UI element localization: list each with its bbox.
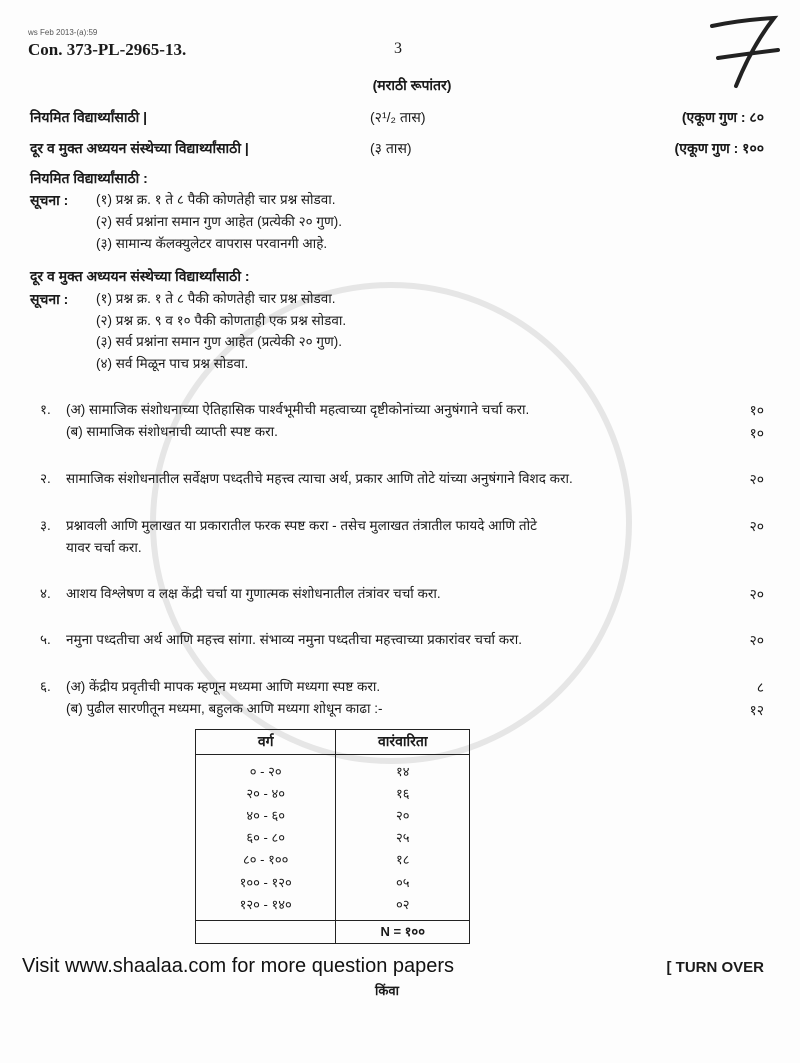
question-text: सामाजिक संशोधनातील सर्वेक्षण पध्दतीचे महत्त्व त्याचा अर्थ, प्रकार आणि तोटे यांच्या अनुषंगाने विशद करा. (66, 471, 573, 487)
instructions-label: सूचना : (30, 192, 69, 209)
table-row (196, 783, 470, 805)
question-text: यावर चर्चा करा. (66, 539, 142, 555)
question-marks: २० (749, 585, 764, 602)
regular-time: (२¹/₂ तास) (370, 108, 426, 125)
class-cell: ६० - ८० (196, 827, 336, 849)
question-marks: ८ (756, 678, 764, 695)
class-cell: ४० - ६० (196, 805, 336, 827)
question-3 (30, 517, 764, 561)
table-row (196, 872, 470, 894)
class-cell: ८० - १०० (196, 849, 336, 871)
empty-cell (196, 921, 336, 944)
total-cell: N = १०० (336, 921, 470, 944)
class-cell: २० - ४० (196, 783, 336, 805)
question-text: (अ) सामाजिक संशोधनाच्या ऐतिहासिक पार्श्वभूमीची महत्वाच्या दृष्टीकोनांच्या अनुषंगाने चर्चा करा. (66, 402, 530, 418)
question-number: १. (40, 402, 51, 418)
question-1 (30, 401, 764, 446)
column-header: वारंवारिता (336, 730, 470, 755)
distance-heading: दूर व मुक्त अध्ययन संस्थेच्या विद्यार्थ्यांसाठी : (30, 268, 250, 285)
total-row (196, 921, 470, 944)
instruction: (१) प्रश्न क्र. १ ते ८ पैकी कोणतेही चार प्रश्न सोडवा. (96, 192, 336, 208)
question-marks: २० (749, 471, 764, 488)
class-cell: १०० - १२० (196, 872, 336, 894)
instruction: (२) सर्व प्रश्नांना समान गुण आहेत (प्रत्येकी २० गुण). (96, 214, 343, 230)
paper-code: Con. 373-PL-2965-13. (28, 40, 187, 59)
question-marks: १२ (749, 701, 764, 718)
column-header: वर्ग (196, 730, 336, 755)
frequency-cell: २५ (336, 827, 470, 849)
question-6 (30, 678, 764, 723)
frequency-cell: ०५ (336, 872, 470, 894)
table-row (196, 849, 470, 871)
instruction: (१) प्रश्न क्र. १ ते ८ पैकी कोणतेही चार प्रश्न सोडवा. (96, 290, 336, 306)
question-text: (अ) केंद्रीय प्रवृतीची मापक म्हणून मध्यमा आणि मध्यगा स्पष्ट करा. (66, 678, 381, 694)
instruction: (३) सर्व प्रश्नांना समान गुण आहेत (प्रत्येकी २० गुण). (96, 334, 343, 350)
frequency-table (195, 729, 470, 944)
question-marks: २० (749, 632, 764, 649)
distance-meta-row (30, 139, 764, 159)
question-text: आशय विश्लेषण व लक्ष केंद्री चर्चा या गुणात्मक संशोधनातील तंत्रांवर चर्चा करा. (66, 585, 441, 601)
class-cell: १२० - १४० (196, 894, 336, 921)
frequency-cell: १४ (336, 754, 470, 783)
question-5 (30, 631, 764, 654)
question-number: २. (40, 471, 51, 487)
instruction: (२) प्रश्न क्र. ९ व १० पैकी कोणताही एक प्रश्न सोडवा. (96, 312, 347, 328)
distance-time: (३ तास) (370, 140, 412, 157)
question-4 (30, 585, 764, 608)
regular-instructions (30, 191, 764, 257)
regular-marks: (एकूण गुण : ८० (681, 108, 764, 125)
regular-heading: नियमित विद्यार्थ्यांसाठी : (30, 169, 148, 186)
question-marks: २० (749, 517, 764, 534)
question-number: ३. (40, 517, 51, 533)
instruction: (३) सामान्य कॅलक्युलेटर वापरास परवानगी आहे. (96, 236, 328, 252)
frequency-cell: १६ (336, 783, 470, 805)
instructions-label: सूचना : (30, 290, 69, 307)
question-number: ५. (40, 632, 51, 648)
instruction: (४) सर्व मिळून पाच प्रश्न सोडवा. (96, 356, 249, 372)
page-number: 3 (394, 40, 402, 57)
footer (22, 952, 764, 980)
frequency-cell: २० (336, 805, 470, 827)
frequency-cell: १८ (336, 849, 470, 871)
document-title: (मराठी रूपांतर) (372, 77, 452, 93)
table-row (196, 754, 470, 783)
distance-instructions (30, 290, 764, 378)
regular-label: नियमित विद्यार्थ्यांसाठी | (30, 108, 148, 125)
distance-marks: (एकूण गुण : १०० (674, 140, 764, 157)
table-row (196, 894, 470, 921)
footer-visit-text: Visit www.shaalaa.com for more question papers (22, 955, 455, 978)
question-marks: १० (749, 402, 764, 419)
table-row (196, 827, 470, 849)
regular-meta-row (30, 108, 764, 128)
class-cell: ० - २० (196, 754, 336, 783)
turn-over: [ TURN OVER (666, 959, 764, 977)
question-2 (30, 470, 764, 493)
question-number: ४. (40, 585, 51, 601)
frequency-cell: ०२ (336, 894, 470, 921)
table-row (196, 805, 470, 827)
distance-label: दूर व मुक्त अध्ययन संस्थेच्या विद्यार्थ्यांसाठी | (30, 140, 249, 157)
question-text: (ब) सामाजिक संशोधनाची व्याप्ती स्पष्ट करा. (66, 424, 278, 440)
question-text: (ब) पुढील सारणीतून मध्यमा, बहुलक आणि मध्यगा शोधून काढा :- (66, 700, 383, 716)
or-label: किंवा (375, 983, 399, 999)
question-number: ६. (40, 678, 51, 694)
print-code: ws Feb 2013-(a):59 (28, 28, 98, 37)
question-text: प्रश्नावली आणि मुलाखत या प्रकारातील फरक स्पष्ट करा - तसेच मुलाखत तंत्रातील फायदे आणि तोटे (66, 517, 537, 533)
question-marks: १० (749, 424, 764, 441)
question-text: नमुना पध्दतीचा अर्थ आणि महत्त्व सांगा. संभाव्य नमुना पध्दतीचा महत्त्वाच्या प्रकारांवर चर्चा करा. (66, 632, 522, 648)
